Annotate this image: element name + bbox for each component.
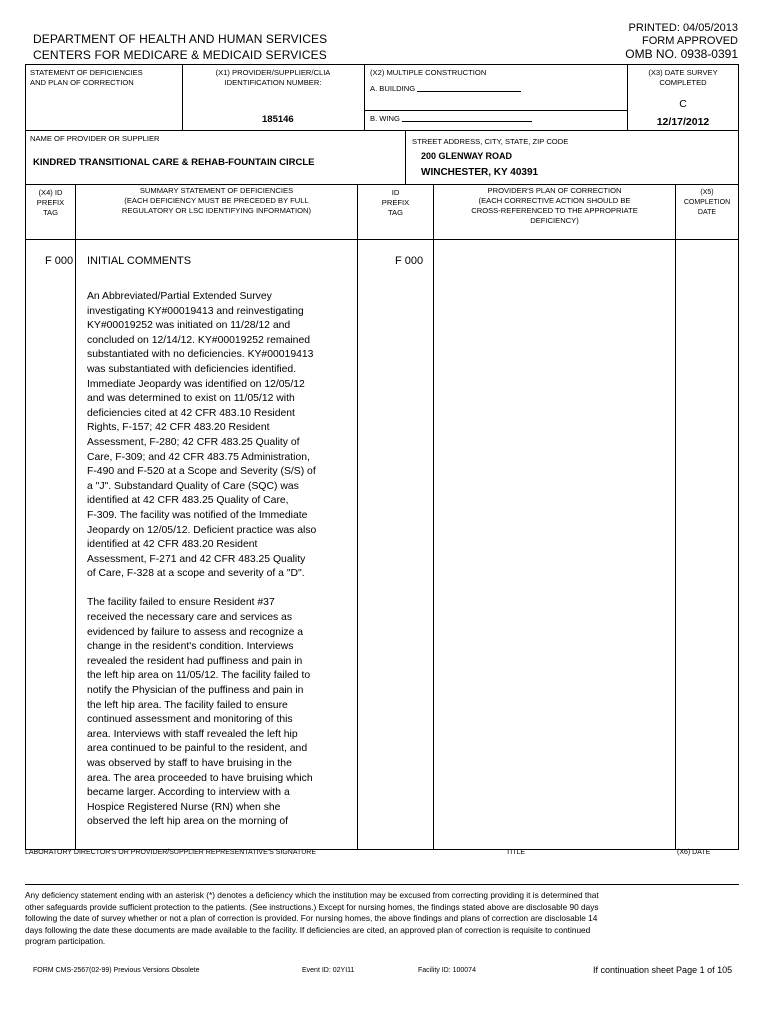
omb-number: OMB NO. 0938-0391 bbox=[625, 47, 738, 61]
street-address: 200 GLENWAY ROAD bbox=[421, 151, 513, 161]
id-prefix-header: ID PREFIX TAG bbox=[381, 188, 410, 217]
building-field bbox=[417, 91, 521, 92]
footer-disclaimer: Any deficiency statement ending with an asterisk (*) denotes a deficiency which the institution may be excused from correcting providing it is determined that other safeguards provide sufficient protection to the patients. (See instructions.) Except for nursing homes, the findings stated above are disclosable 90 days following the date of survey whether or not a plan of correction is provided. For nursing homes, the above findings and plans of correction are disclosable 14 days following the date these documents are made available to the facility. If deficiencies are cited, an approved plan of correction is requisite to continued program participation. bbox=[25, 890, 599, 947]
summary-paragraph-1: An Abbreviated/Partial Extended Survey investigating KY#00019413 and reinvestigating KY#00019252 was initiated on 11/28/12 and concluded on 12/14/12. KY#00019252 remained substantiated with no deficiencies. KY#00019413 was substantiated with deficiencies identified. Immediate Jeopardy was identified on 12/05/12 and was determined to exist on 11/05/12 with deficiencies cited at 42 CFR 483.10 Resident Rights, F-157; 42 CFR 483.20 Resident Assessment, F-280; 42 CFR 483.25 Quality of Care, F-309; and 42 CFR 483.75 Administration, F-490 and F-520 at a Scope and Severity (S/S) of a "J". Substandard Quality of Care (SQC) was identified at 42 CFR 483.25 Quality of Care, F-309. The facility was notified of the Immediate Jeopardy on 12/05/12. Deficient practice was also identified at 42 CFR 483.20 Resident Assessment, F-271 and 42 CFR 483.25 Quality of Care, F-328 at a scope and severity of a "D". bbox=[87, 291, 317, 580]
x2-wing bbox=[370, 114, 532, 124]
x1-label: (X1) PROVIDER/SUPPLIER/CLIA IDENTIFICATION NUMBER: bbox=[215, 68, 331, 87]
x3-label: (X3) DATE SURVEY COMPLETED bbox=[648, 68, 718, 87]
title-label: TITLE bbox=[506, 849, 526, 856]
provider-name: KINDRED TRANSITIONAL CARE & REHAB-FOUNTAIN CIRCLE bbox=[33, 157, 315, 168]
city-state-zip: WINCHESTER, KY 40391 bbox=[421, 167, 539, 178]
entry-title: INITIAL COMMENTS bbox=[87, 255, 192, 267]
tag-left: F 000 bbox=[45, 255, 74, 267]
x4-header: (X4) ID PREFIX TAG bbox=[36, 188, 65, 217]
x2-label: (X2) MULTIPLE CONSTRUCTION bbox=[370, 68, 487, 77]
wing-label: B. WING bbox=[370, 114, 400, 123]
centers-title: CENTERS FOR MEDICARE & MEDICAID SERVICES bbox=[33, 48, 327, 62]
form-number: FORM CMS-2567(02-99) Previous Versions Obsolete bbox=[33, 967, 200, 974]
summary-header: SUMMARY STATEMENT OF DEFICIENCIES (EACH DEFICIENCY MUST BE PRECEDED BY FULL REGULATORY OR LSC IDENTIFYING INFORMATION) bbox=[121, 186, 312, 215]
printed-date: PRINTED: 04/05/2013 bbox=[628, 22, 738, 34]
page-number: If continuation sheet Page 1 of 105 bbox=[593, 965, 733, 975]
x3-letter: C bbox=[679, 98, 687, 110]
x2-building bbox=[370, 84, 521, 94]
department-title: DEPARTMENT OF HEALTH AND HUMAN SERVICES bbox=[33, 32, 328, 46]
tag-right: F 000 bbox=[395, 255, 424, 267]
plan-header: PROVIDER'S PLAN OF CORRECTION (EACH CORRECTIVE ACTION SHOULD BE CROSS-REFERENCED TO THE APPROPRIATE DEFICIENCY) bbox=[471, 186, 638, 225]
x3-date: 12/17/2012 bbox=[656, 116, 710, 128]
building-label: A. BUILDING bbox=[370, 84, 416, 93]
statement-label: STATEMENT OF DEFICIENCIES AND PLAN OF CORRECTION bbox=[30, 68, 143, 87]
summary-body bbox=[87, 290, 355, 845]
facility-id: Facility ID: 100074 bbox=[418, 967, 476, 974]
wing-field bbox=[402, 121, 532, 122]
date-label: (X6) DATE bbox=[677, 849, 711, 856]
address-label: STREET ADDRESS, CITY, STATE, ZIP CODE bbox=[412, 137, 569, 146]
form-approved: FORM APPROVED bbox=[642, 35, 738, 47]
event-id: Event ID: 02YI11 bbox=[302, 967, 355, 974]
x1-value: 185146 bbox=[262, 114, 294, 125]
provider-name-label: NAME OF PROVIDER OR SUPPLIER bbox=[30, 134, 160, 143]
signature-label: LABORATORY DIRECTOR'S OR PROVIDER/SUPPLIER REPRESENTATIVE'S SIGNATURE bbox=[25, 849, 317, 856]
summary-paragraph-2: The facility failed to ensure Resident #37 received the necessary care and services as evidenced by failure to assess and recognize a change in the resident's condition. Interviews revealed the resident had puffiness and pain in the left hip area on 11/05/12. The facility failed to notify the Physician of the puffiness and pain in the left hip area. The facility failed to ensure continued assessment and monitoring of this area. Interviews with staff revealed the left hip area continued to be painful to the resident, and was observed by staff to have bruising in the area. The area proceeded to have bruising which became larger. According to interview with a Hospice Registered Nurse (RN) when she observed the left hip area on the morning of bbox=[87, 597, 313, 828]
x5-header: (X5) COMPLETION DATE bbox=[683, 189, 731, 216]
